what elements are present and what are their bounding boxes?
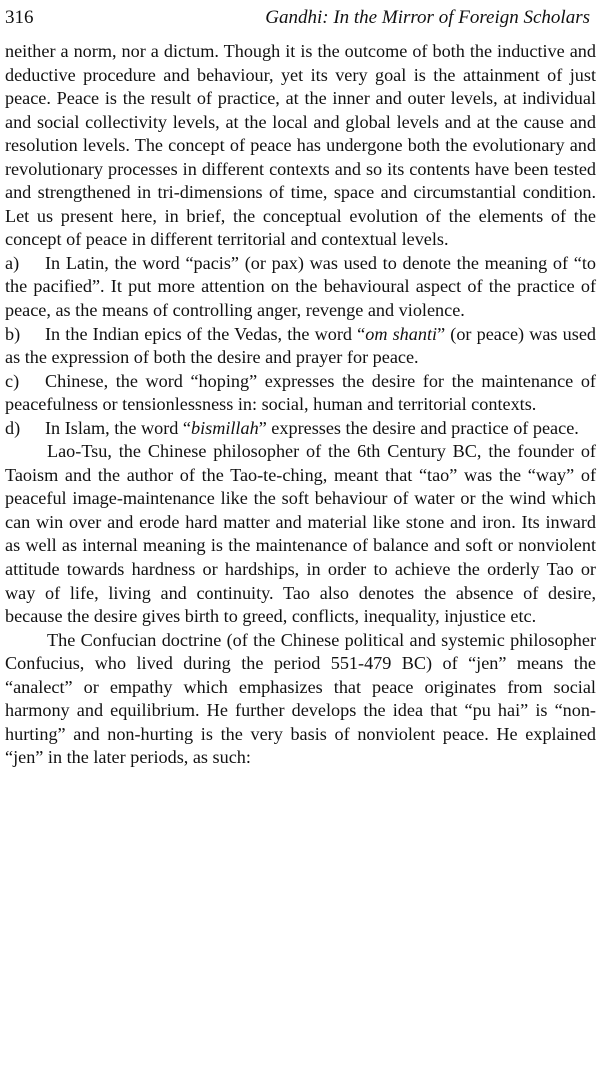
list-label: a) bbox=[5, 252, 20, 273]
italic-term: om shanti bbox=[365, 323, 438, 344]
list-item-islam bbox=[5, 417, 596, 441]
list-label: c) bbox=[5, 370, 20, 391]
body-text bbox=[5, 40, 596, 770]
paragraph-lao-tsu: Lao-Tsu, the Chinese philosopher of the 6th Century BC, the founder of Taoism and the author of the Tao-te-ching, meant that “tao” was the “way” of peaceful image-maintenance like the soft behaviour of water or the wind which can win over and erode hard matter and material like stone and iron. Its inward as well as internal meaning is the maintenance of balance and soft or nonviolent attitude towards hardness or hardships, in order to achieve the orderly Tao or way of life, living and continuity. Tao also denotes the absence of desire, because the desire gives birth to greed, conflicts, inequality, injustice etc. bbox=[5, 441, 596, 627]
list-item-chinese bbox=[5, 370, 596, 417]
list-text: In the Indian epics of the Vedas, the word “ bbox=[45, 323, 366, 344]
paragraph-peace-concept: neither a norm, nor a dictum. Though it is the outcome of both the inductive and deductive procedure and behaviour, yet its very goal is the attainment of just peace. Peace is the result of practice, at the inner and outer levels, at individual and social collectivity levels, at the local and global levels and at the cause and resolution levels. The concept of peace has undergone both the evolutionary and revolutionary processes in different contexts and so its contents have been tested and strengthened in tri-dimensions of time, space and circumstantial condition. Let us present here, in brief, the conceptual evolution of the elements of the concept of peace in different territorial and contextual levels. bbox=[5, 41, 596, 250]
list-text: ” expresses the desire and practice of peace. bbox=[258, 417, 579, 438]
running-title: Gandhi: In the Mirror of Foreign Scholars bbox=[265, 7, 590, 28]
list-text: Chinese, the word “hoping” expresses the desire for the maintenance of peacefulness or tensionlessness in: social, human and territorial contexts. bbox=[5, 370, 596, 415]
paragraph-confucius: The Confucian doctrine (of the Chinese political and systemic philosopher Confucius, who lived during the period 551-479 BC) of “jen” means the “analect” or empathy which emphasizes that peace originates from social harmony and equilibrium. He further develops the idea that “pu hai” is “non-hurting” and non-hurting is the very basis of nonviolent peace. He explained “jen” in the later periods, as such: bbox=[5, 629, 596, 768]
page-number: 316 bbox=[5, 7, 34, 28]
italic-term: bismillah bbox=[190, 417, 259, 438]
list-item-vedas bbox=[5, 323, 596, 370]
list-label: b) bbox=[5, 323, 21, 344]
list-label: d) bbox=[5, 417, 21, 438]
book-page bbox=[5, 0, 596, 1089]
list-item-latin bbox=[5, 252, 596, 323]
running-head bbox=[5, 6, 596, 40]
list-text: In Latin, the word “pacis” (or pax) was used to denote the meaning of “to the pacified”. It put more attention on the behavioural aspect of the practice of peace, as the means of controlling anger, revenge and violence. bbox=[5, 252, 596, 321]
list-text: ” (or peace) was used as the expression of both the desire and prayer for peace. bbox=[5, 323, 596, 368]
list-text: In Islam, the word “ bbox=[45, 417, 191, 438]
